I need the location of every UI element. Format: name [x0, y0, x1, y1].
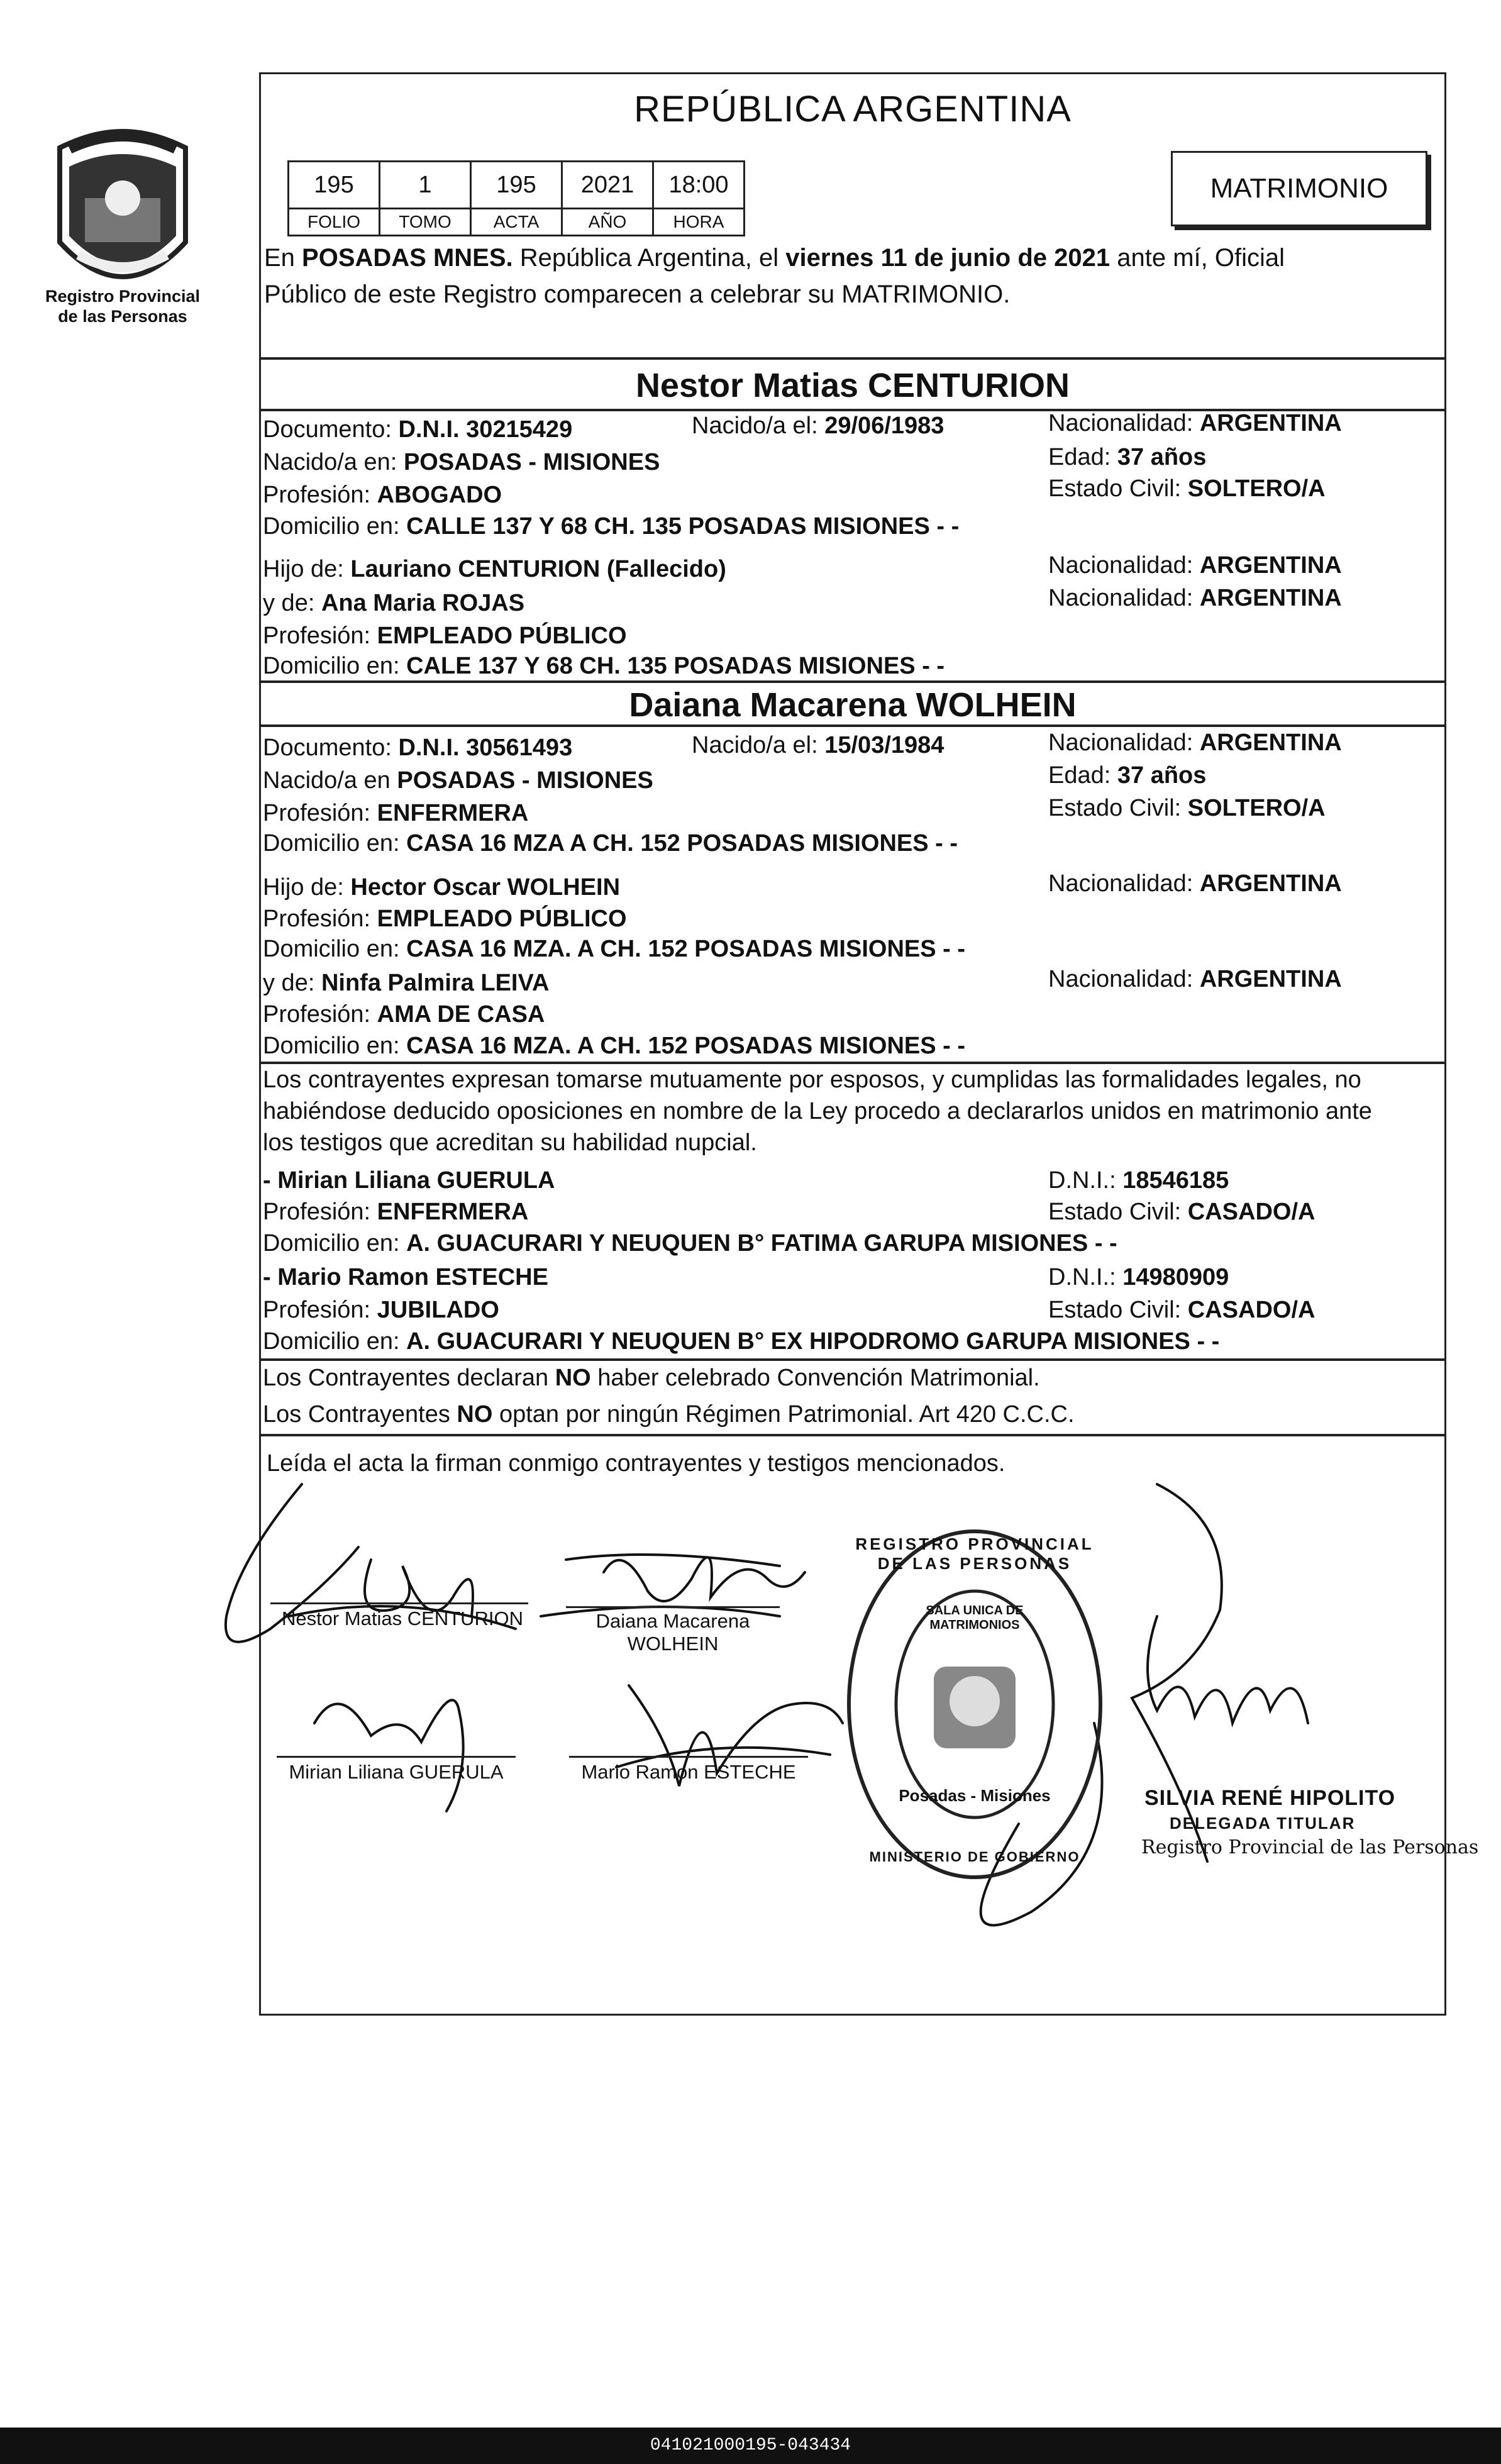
declaration-line-2: habiéndose deducido oposiciones en nombre de la Ley procedo a declararlos unidos en matrimonio ante: [263, 1098, 1372, 1124]
seal-outer-text: REGISTRO PROVINCIAL DE LAS PERSONAS: [855, 1534, 1094, 1573]
groom-domicilio: Domicilio en: CALLE 137 Y 68 CH. 135 POSADAS MISIONES - -: [263, 513, 960, 540]
witness-2-domicilio: Domicilio en: A. GUACURARI Y NEUQUEN B° EX HIPODROMO GARUPA MISIONES - -: [263, 1328, 1220, 1355]
groom-father: Hijo de: Lauriano CENTURION (Fallecido): [263, 556, 726, 582]
bride-documento: Documento: D.N.I. 30561493: [263, 735, 573, 761]
witness-1-name: - Mirian Liliana GUERULA: [263, 1167, 555, 1194]
bride-nacionalidad: Nacionalidad: ARGENTINA: [1048, 730, 1342, 756]
divider: [259, 1434, 1446, 1436]
bride-name: Daiana Macarena WOLHEIN: [629, 686, 1077, 724]
registry-seal: [843, 1522, 1107, 1887]
bride-father-nacionalidad: Nacionalidad: ARGENTINA: [1048, 870, 1342, 897]
acta-label: ACTA: [471, 209, 562, 236]
bride-mother-domicilio: Domicilio en: CASA 16 MZA. A CH. 152 POSADAS MISIONES - -: [263, 1033, 966, 1059]
act-type-box: MATRIMONIO: [1171, 151, 1427, 226]
hora-value: 18:00: [653, 162, 745, 209]
bride-mother-nacionalidad: Nacionalidad: ARGENTINA: [1048, 966, 1342, 992]
caption-line-2: de las Personas: [58, 307, 187, 326]
signature-intro: Leída el acta la firman conmigo contrayentes y testigos mencionados.: [267, 1450, 1005, 1477]
groom-signature-name: Nestor Matias CENTURION: [281, 1607, 524, 1629]
intro-line-1: En POSADAS MNES. República Argentina, el viernes 11 de junio de 2021 ante mí, Oficial: [264, 244, 1285, 272]
groom-edad: Edad: 37 años: [1048, 444, 1207, 470]
bride-father-profesion: Profesión: EMPLEADO PÚBLICO: [263, 906, 627, 932]
convention-line-2: Los Contrayentes NO optan por ningún Régimen Patrimonial. Art 420 C.C.C.: [263, 1401, 1075, 1428]
bride-estado-civil: Estado Civil: SOLTERO/A: [1048, 795, 1326, 821]
bride-mother-profesion: Profesión: AMA DE CASA: [263, 1001, 545, 1028]
witness-1-profesion: Profesión: ENFERMERA: [263, 1199, 529, 1225]
provincial-crest: [44, 123, 201, 305]
declaration-line-3: los testigos que acreditan su habilidad nupcial.: [263, 1129, 757, 1156]
seal-inner-text: SALA UNICA DE MATRIMONIOS: [926, 1604, 1024, 1632]
seal-bottom-text: Posadas - Misiones: [899, 1786, 1051, 1805]
tomo-value: 1: [380, 162, 471, 209]
groom-parents-domicilio: Domicilio en: CALE 137 Y 68 CH. 135 POSADAS MISIONES - -: [263, 653, 945, 679]
bride-edad: Edad: 37 años: [1048, 762, 1207, 789]
groom-nacido: Nacido/a el: 29/06/1983: [692, 413, 944, 439]
groom-nacido-en: Nacido/a en: POSADAS - MISIONES: [263, 449, 660, 475]
divider: [259, 724, 1446, 727]
groom-father-nacionalidad: Nacionalidad: ARGENTINA: [1048, 552, 1342, 579]
intro-line-2: Público de este Registro comparecen a celebrar su MATRIMONIO.: [264, 280, 1011, 308]
divider: [259, 680, 1446, 683]
witness-2-profesion: Profesión: JUBILADO: [263, 1297, 499, 1323]
register-table: [287, 160, 745, 236]
witness-2-signature-line: [569, 1756, 808, 1758]
witness-2-name: - Mario Ramon ESTECHE: [263, 1264, 548, 1290]
ano-label: AÑO: [562, 209, 653, 236]
declaration-line-1: Los contrayentes expresan tomarse mutuamente por esposos, y cumplidas las formalidades legales, no: [263, 1067, 1361, 1093]
witness-2-signature-name: Mario Ramon ESTECHE: [581, 1761, 796, 1783]
handwritten-signatures: [214, 1472, 1421, 1975]
bride-nacido-en: Nacido/a en POSADAS - MISIONES: [263, 767, 653, 794]
hora-label: HORA: [653, 209, 745, 236]
ano-value: 2021: [562, 162, 653, 209]
witness-1-domicilio: Domicilio en: A. GUACURARI Y NEUQUEN B° FATIMA GARUPA MISIONES - -: [263, 1230, 1117, 1257]
document-title: REPÚBLICA ARGENTINA: [634, 89, 1072, 130]
seal-ministry-text: MINISTERIO DE GOBIERNO: [869, 1849, 1080, 1865]
groom-mother: y de: Ana Maria ROJAS: [263, 590, 525, 616]
bride-profesion: Profesión: ENFERMERA: [263, 800, 529, 826]
official-office: Registro Provincial de las Personas: [1141, 1836, 1479, 1858]
groom-nacionalidad: Nacionalidad: ARGENTINA: [1048, 410, 1342, 436]
groom-documento: Documento: D.N.I. 30215429: [263, 416, 573, 443]
official-name: SILVIA RENÉ HIPOLITO: [1144, 1786, 1396, 1810]
bride-mother: y de: Ninfa Palmira LEIVA: [263, 970, 550, 996]
witness-1-estado-civil: Estado Civil: CASADO/A: [1048, 1199, 1315, 1225]
footer-code: 041021000195-043434: [0, 2428, 1501, 2464]
bride-domicilio: Domicilio en: CASA 16 MZA A CH. 152 POSADAS MISIONES - -: [263, 830, 958, 857]
witness-1-signature-name: Mirian Liliana GUERULA: [289, 1761, 504, 1783]
divider: [259, 1062, 1446, 1064]
bride-father-domicilio: Domicilio en: CASA 16 MZA. A CH. 152 POSADAS MISIONES - -: [263, 936, 966, 962]
bride-signature-name: Daiana Macarena WOLHEIN: [595, 1610, 750, 1655]
divider: [259, 357, 1446, 360]
witness-1-dni: D.N.I.: 18546185: [1048, 1167, 1229, 1194]
registry-caption: [25, 286, 220, 326]
witness-1-signature-line: [277, 1756, 516, 1758]
groom-mother-nacionalidad: Nacionalidad: ARGENTINA: [1048, 585, 1342, 611]
divider: [259, 1358, 1446, 1361]
witness-2-dni: D.N.I.: 14980909: [1048, 1264, 1229, 1290]
tomo-label: TOMO: [380, 209, 471, 236]
convention-line-1: Los Contrayentes declaran NO haber celebrado Convención Matrimonial.: [263, 1365, 1040, 1391]
acta-value: 195: [471, 162, 562, 209]
groom-estado-civil: Estado Civil: SOLTERO/A: [1048, 475, 1326, 502]
groom-signature-line: [270, 1602, 528, 1604]
groom-profesion: Profesión: ABOGADO: [263, 482, 502, 508]
caption-line-1: Registro Provincial: [45, 287, 201, 306]
bride-signature-line: [566, 1606, 780, 1608]
official-role: DELEGADA TITULAR: [1170, 1814, 1356, 1833]
folio-value: 195: [289, 162, 380, 209]
witness-2-estado-civil: Estado Civil: CASADO/A: [1048, 1297, 1315, 1323]
groom-name: Nestor Matias CENTURION: [635, 367, 1070, 404]
folio-label: FOLIO: [289, 209, 380, 236]
groom-parents-profesion: Profesión: EMPLEADO PÚBLICO: [263, 623, 627, 649]
bride-nacido: Nacido/a el: 15/03/1984: [692, 732, 944, 758]
bride-father: Hijo de: Hector Oscar WOLHEIN: [263, 874, 621, 901]
